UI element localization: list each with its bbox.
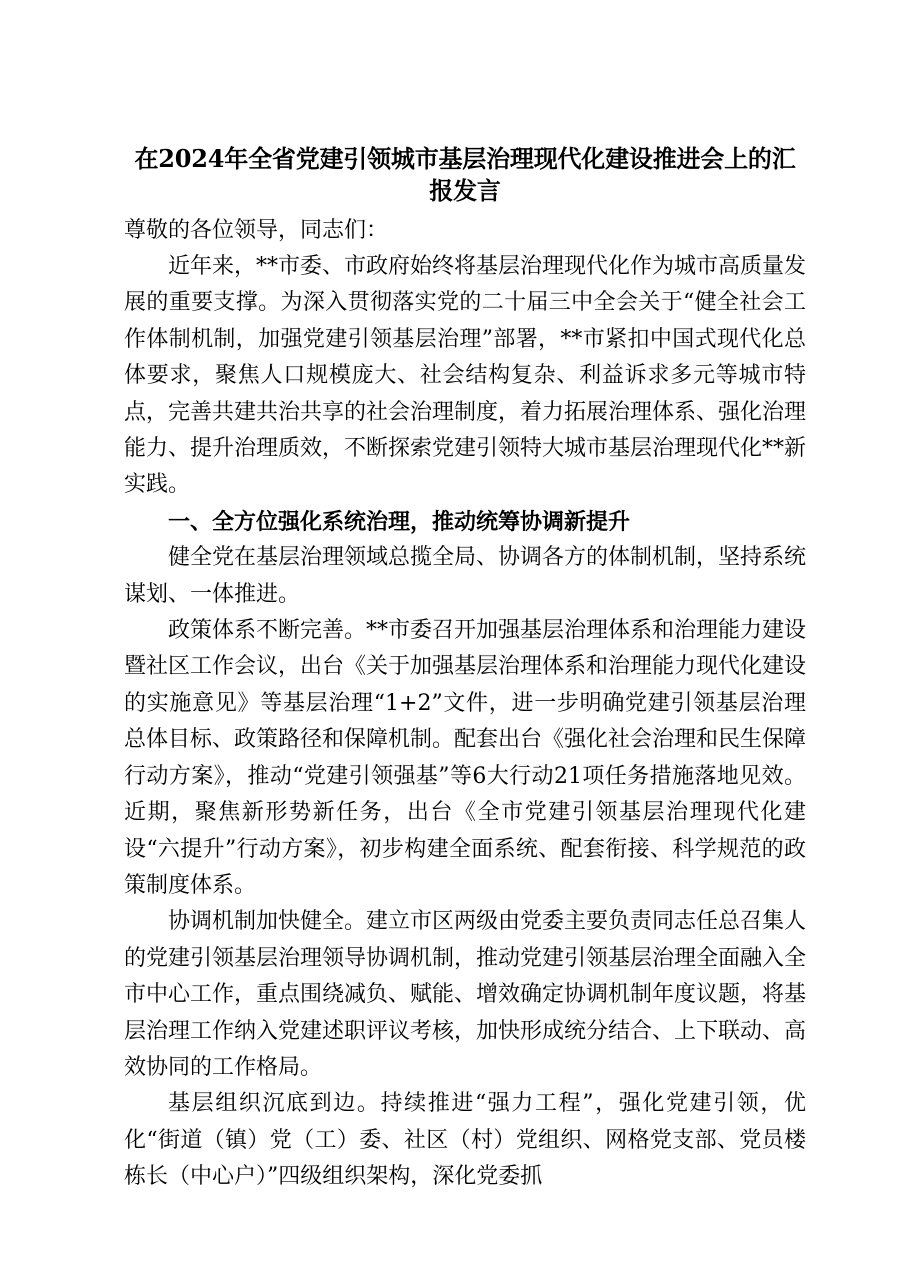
- document-body: [124, 249, 806, 1196]
- paragraph-section-lead: 健全党在基层治理领域总揽全局、协调各方的体制机制，坚持系统谋划、一体推进。: [124, 545, 807, 607]
- paragraph-coordination-mechanism: 协调机制加快健全。建立市区两级由党委主要负责同志任总召集人的党建引领基层治理领导协调机制，推动党建引领基层治理全面融入全市中心工作，重点围绕减负、赋能、增效确定协调机制年度议题，将基层治理工作纳入党建述职评议考核，加快形成统分结合、上下联动、高效协同的工作格局。: [124, 909, 807, 1080]
- paragraph-intro: 近年来，**市委、市政府始终将基层治理现代化作为城市高质量发展的重要支撑。为深入贯彻落实党的二十届三中全会关于“健全社会工作体制机制，加强党建引领基层治理”部署，**市紧扣中国式现代化总体要求，聚焦人口规模庞大、社会结构复杂、利益诉求多元等城市特点，完善共建共治共享的社会治理制度，着力拓展治理体系、强化治理能力、提升治理质效，不断探索党建引领特大城市基层治理现代化**新实践。: [124, 254, 807, 498]
- salutation: 尊敬的各位领导，同志们：: [124, 218, 389, 243]
- paragraph-policy-system: 政策体系不断完善。**市委召开加强基层治理体系和治理能力建设暨社区工作会议，出台《关于加强基层治理体系和治理能力现代化建设的实施意见》等基层治理“1+2”文件，进一步明确党建引领基层治理总体目标、政策路径和保障机制。配套出台《强化社会治理和民生保障行动方案》，推动“党建引领强基”等6大行动21项任务措施落地见效。近期，聚焦新形势新任务，出台《全市党建引领基层治理现代化建设“六提升”行动方案》，初步构建全面系统、配套衔接、科学规范的政策制度体系。: [124, 618, 807, 898]
- document-page: [124, 143, 806, 1196]
- section-heading-1: 一、全方位强化系统治理，推动统筹协调新提升: [168, 508, 631, 535]
- paragraph-grassroots-organization: 基层组织沉底到边。持续推进“强力工程”，强化党建引领，优化“街道（镇）党（工）委、社区（村）党组织、网格党支部、党员楼栋长（中心户）”四级组织架构，深化党委抓: [124, 1091, 806, 1190]
- document-title: 在2024年全省党建引领城市基层治理现代化建设推进会上的汇报发言: [134, 144, 796, 205]
